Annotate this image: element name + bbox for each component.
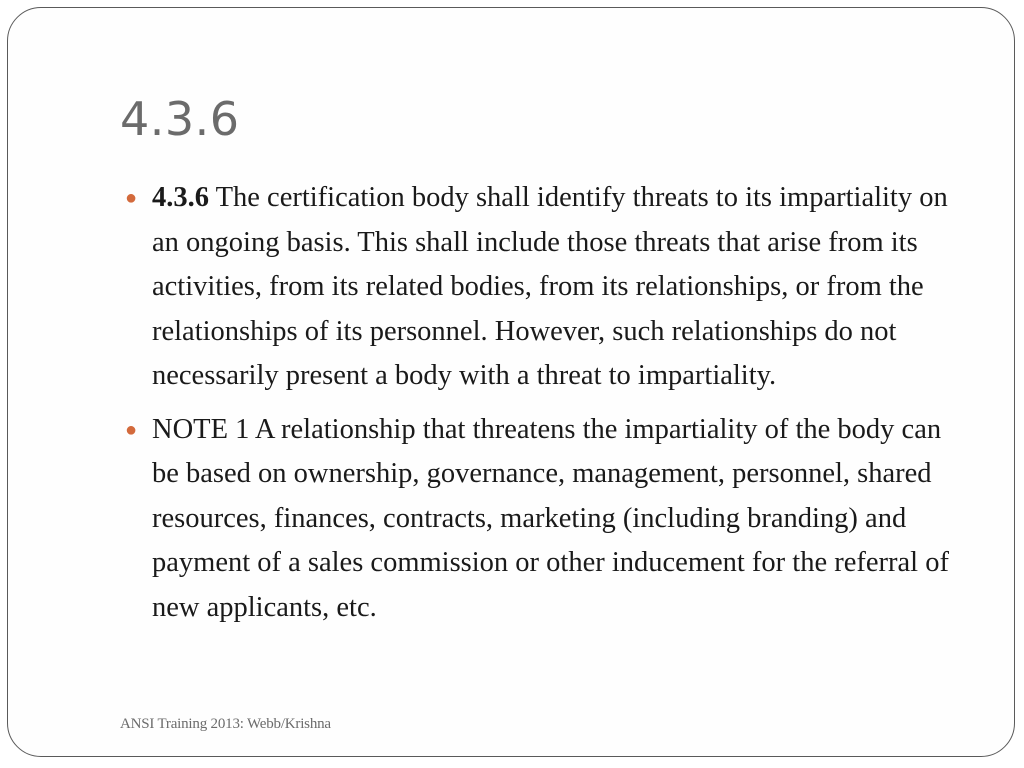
- bullet-item-section-4-3-6: [120, 176, 960, 399]
- slide-frame: [7, 7, 1015, 757]
- bullet-list: [120, 176, 960, 639]
- bullet-item-note-1: [120, 408, 960, 631]
- bullet-lead-label: 4.3.6: [152, 182, 209, 213]
- bullet-text: The certification body shall identify threats to its impartiality on an ongoing basis. This shall include those threats that arise from its activities, from its related bodies, from its relationships, or from the relationships of its personnel. However, such relationships do not necessarily present a body with a threat to impartiality.: [152, 182, 948, 391]
- bullet-dot-icon: ●: [125, 187, 138, 209]
- bullet-text: NOTE 1 A relationship that threatens the impartiality of the body can be based on ownership, governance, management, personnel, shared resources, finances, contracts, marketing (including branding) and payment of a sales commission or other inducement for the referral of new applicants, etc.: [152, 413, 949, 623]
- slide-title: 4.3.6: [120, 92, 240, 146]
- bullet-dot-icon: ●: [125, 418, 138, 441]
- slide-footer: ANSI Training 2013: Webb/Krishna: [120, 716, 331, 732]
